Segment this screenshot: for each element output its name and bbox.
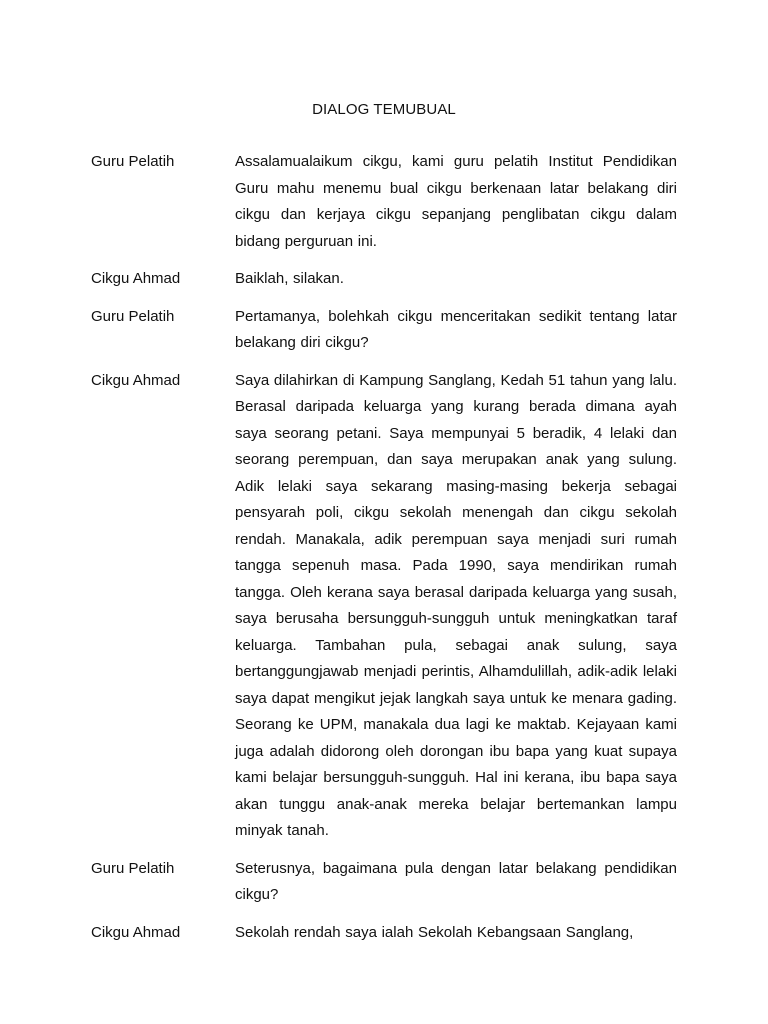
dialog-list [91, 149, 677, 957]
speaker-name: Cikgu Ahmad [91, 371, 181, 389]
dialog-text: Baiklah, silakan. [235, 270, 344, 287]
document-title: DIALOG TEMUBUAL [312, 101, 456, 118]
speaker-name: Cikgu Ahmad [91, 270, 181, 287]
dialog-entry [91, 856, 677, 909]
speaker-name: Guru Pelatih [91, 153, 175, 170]
dialog-entry [91, 266, 677, 293]
dialog-entry [91, 920, 677, 947]
dialog-text: Pertamanya, bolehkah cikgu menceritakan sedikit tentang latar belakang diri cikgu? [235, 307, 677, 351]
dialog-text: Sekolah rendah saya ialah Sekolah Kebangsaan Sanglang, [235, 923, 634, 941]
dialog-entry [91, 368, 677, 845]
dialog-entry [91, 149, 677, 255]
speaker-name: Guru Pelatih [91, 307, 175, 325]
speaker-name: Cikgu Ahmad [91, 923, 181, 941]
dialog-text: Saya dilahirkan di Kampung Sanglang, Kedah 51 tahun yang lalu. Berasal daripada keluarga yang kurang berada dimana ayah saya seorang petani. Saya mempunyai 5 beradik, 4 lelaki dan seorang perempuan, dan saya merupakan anak yang sulung. Adik lelaki saya sekarang masing-masing bekerja sebagai pensyarah poli, cikgu sekolah menengah dan cikgu sekolah rendah. Manakala, adik perempuan saya menjadi suri rumah tangga sepenuh masa. Pada 1990, saya mendirikan rumah tangga. Oleh kerana saya berasal daripada keluarga yang susah, saya berusaha bersungguh-sungguh untuk meningkatkan taraf keluarga. Tambahan pula, sebagai anak sulung, saya bertanggungjawab menjadi perintis, Alhamdulillah, adik-adik lelaki saya dapat mengikut jejak langkah saya untuk ke menara gading. Seorang ke UPM, manakala dua lagi ke maktab. Kejayaan kami juga adalah didorong oleh dorongan ibu bapa yang kuat supaya kami belajar bersungguh-sungguh. Hal ini kerana, ibu bapa saya akan tunggu anak-anak mereka belajar bertemankan lampu minyak tanah. [235, 371, 677, 839]
speaker-name: Guru Pelatih [91, 859, 175, 877]
dialog-text: Assalamualaikum cikgu, kami guru pelatih Institut Pendidikan Guru mahu menemu bual cikgu berkenaan latar belakang diri cikgu dan kerjaya cikgu sepanjang penglibatan cikgu dalam bidang perguruan ini. [235, 153, 677, 250]
dialog-entry [91, 304, 677, 357]
dialog-text: Seterusnya, bagaimana pula dengan latar belakang pendidikan cikgu? [235, 859, 677, 903]
